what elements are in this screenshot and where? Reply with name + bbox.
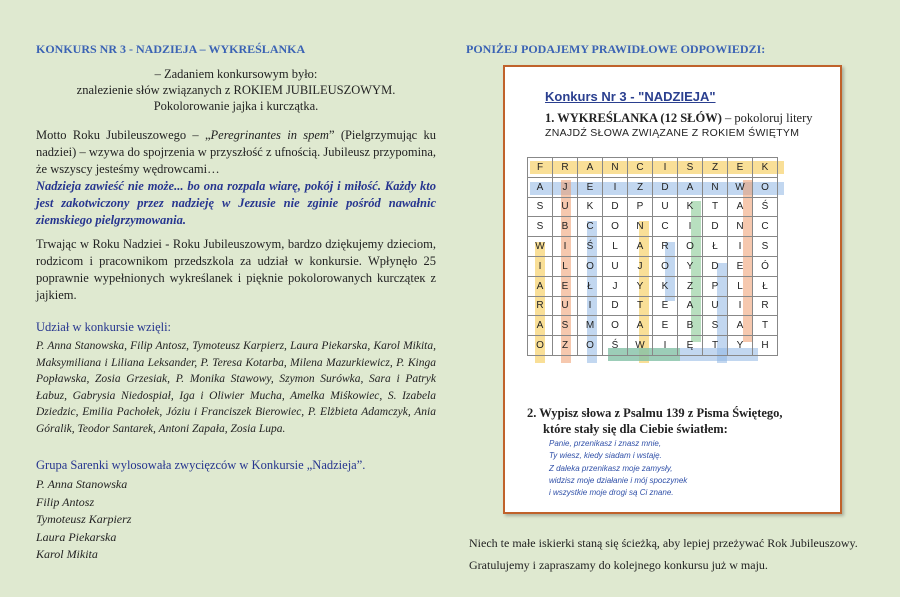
grid-cell: I [678,217,703,237]
grid-row [528,217,778,237]
intro-text [36,66,436,114]
grid-cell: O [578,336,603,356]
grid-cell: F [528,158,553,178]
grid-cell: Ś [603,336,628,356]
grid-cell: Ł [753,276,778,296]
grid-cell: K [753,158,778,178]
grid-cell: D [603,296,628,316]
grid-cell: O [678,237,703,257]
grid-cell: O [528,336,553,356]
grid-cell: K [653,276,678,296]
grid-cell: D [603,197,628,217]
grid-cell: D [703,256,728,276]
grid-cell: U [703,296,728,316]
grid-cell: S [553,316,578,336]
motto-paragraph: Motto Roku Jubileuszowego – „Peregrinantes in spem” (Pielgrzymując ku nadziei) – wzywa do spojrzenia w przyszłość z ufnością. Jubileusz przypomina, że wszyscy jesteśmy wędrowcami… [36,128,436,176]
grid-row [528,316,778,336]
grid-row [528,177,778,197]
grid-cell: W [728,177,753,197]
grid-cell: Ś [753,197,778,217]
grid-cell: U [553,197,578,217]
grid-cell: T [703,197,728,217]
grid-cell: U [653,197,678,217]
grid-cell: O [603,217,628,237]
psalm-text: Panie, przenikasz i znasz mnie, Ty wiesz, kiedy siadam i wstaję. Z daleka przenikasz moje zamysły, widzisz moje działanie i mój spoczynek i wszystkie moje drogi są Ci znane. [549,439,688,498]
grid-cell: J [553,177,578,197]
grid-cell: C [628,158,653,178]
grid-cell: S [753,237,778,257]
grid-cell: Y [678,256,703,276]
grid-cell: H [753,336,778,356]
grid-cell: L [553,256,578,276]
grid-cell: M [578,316,603,336]
grid-cell: I [553,237,578,257]
grid-cell: N [603,158,628,178]
grid-cell: D [653,177,678,197]
grid-cell: D [703,217,728,237]
grid-cell: U [603,256,628,276]
grid-cell: A [678,177,703,197]
grid-cell: E [728,158,753,178]
grid-cell: R [753,296,778,316]
grid-cell: A [628,237,653,257]
grid-cell: O [753,177,778,197]
grid-cell: B [678,316,703,336]
grid-row [528,336,778,356]
grid-cell: Ł [703,237,728,257]
grid-cell: J [628,256,653,276]
grid-cell: E [653,316,678,336]
grid-row [528,256,778,276]
grid-cell: A [728,316,753,336]
grid-cell: E [728,256,753,276]
grid-cell: R [653,237,678,257]
grid-cell: L [603,237,628,257]
word-search-area [527,157,827,387]
grid-cell: S [703,316,728,336]
grid-cell: S [528,217,553,237]
task1-heading: 1. WYKREŚLANKA (12 SŁÓW) – pokoloruj litery [545,111,813,125]
grid-row [528,237,778,257]
grid-cell: L [728,276,753,296]
grid-cell: S [528,197,553,217]
grid-cell: O [603,316,628,336]
thanks-paragraph: Trwając w Roku Nadziei - Roku Jubileuszowym, bardzo dziękujemy dzieciom, rodzicom i pracownikom przedszkola za udział w konkursie. Wpłynęło 25 poprawnie wypełnionych wykreślanek i pięknie pokolorowanych kurcząteк z jajkiem. [36,237,436,302]
grid-cell: N [628,217,653,237]
grid-cell: W [628,336,653,356]
grid-cell: I [578,296,603,316]
grid-cell: Z [553,336,578,356]
grid-cell: I [653,336,678,356]
worksheet-card [503,65,842,514]
grid-cell: A [578,158,603,178]
intro-line: Pokolorowanie jajka i kurczątka. [153,99,319,113]
closing-line-2: Gratulujemy i zapraszamy do kolejnego konkursu już w maju. [469,558,768,572]
grid-cell: K [678,197,703,217]
grid-cell: N [728,217,753,237]
grid-row [528,197,778,217]
grid-cell: P [703,276,728,296]
grid-cell: Ę [678,336,703,356]
intro-line: – Zadaniem konkursowym było: [154,67,318,81]
intro-line: znalezienie słów związanych z ROKIEM JUBILEUSZOWYM. [76,83,396,97]
participants-heading: Udział w konkursie wzięli: [36,320,172,334]
grid-cell: Z [703,158,728,178]
grid-cell: J [603,276,628,296]
winner-item: Filip Antosz [36,494,95,509]
grid-cell: A [528,316,553,336]
grid-cell: I [728,296,753,316]
grid-cell: P [628,197,653,217]
grid-cell: R [528,296,553,316]
grid-cell: B [553,217,578,237]
grid-cell: S [678,158,703,178]
grid-cell: Ś [578,237,603,257]
grid-cell: Y [628,276,653,296]
grid-cell: T [703,336,728,356]
grid-cell: Ł [578,276,603,296]
grid-cell: N [703,177,728,197]
grid-cell: O [653,256,678,276]
winner-item: Tymoteusz Karpierz [36,512,132,527]
task1-subtitle: ZNAJDŹ SŁOWA ZWIĄZANE Z ROKIEM ŚWIĘTYM [545,127,800,139]
grid-cell: I [528,256,553,276]
worksheet-title: Konkurs Nr 3 - "NADZIEJA" [545,89,716,104]
grid-cell: E [578,177,603,197]
grid-cell: I [728,237,753,257]
winners-list [36,476,131,564]
grid-cell: W [528,237,553,257]
participants-list: P. Anna Stanowska, Filip Antosz, Tymoteusz Karpierz, Laura Piekarska, Karol Mikita, Maksymiliana i Liliana Leksander, P. Teresa Kotarba, Milena Mazurkiewicz, P. Kinga Popławska, Zosia Grzesiak, P. Monika Stawowy, Szymon Surówka, Sara i Patryk Łabuz, Gabrysia Niedospiał, Iga i Oliwier Mucha, Amelka Miśkowiec, S. Izabela Dziedzic, Emilia Pachołek, Józiu i Franciszek Bierowiec, P. Elżbieta Adamczyk, Ania Góralik, Teodor Santarek, Antoni Zapała, Zosia Lupa. [36,340,436,435]
grid-cell: I [653,158,678,178]
hope-quote: Nadzieja zawieść nie może... bo ona rozpala wiarę, pokój i miłość. Każdy kto jest zakotwiczony przez nadzieję w Jezusie nie zginie pośród nawałnic ziemskiego pielgrzymowania. [36,179,436,227]
winners-heading: Grupa Sarenki wylosowała zwycięzców w Konkursie „Nadzieja”. [36,458,366,472]
grid-cell: C [578,217,603,237]
task2-heading: 2. Wypisz słowa z Psalmu 139 z Pisma Świętego, które stały się dla Ciebie światłem: [527,406,783,436]
grid-cell: A [528,177,553,197]
word-search-grid [527,157,778,356]
grid-row [528,158,778,178]
grid-cell: T [753,316,778,336]
grid-cell: A [678,296,703,316]
grid-cell: R [553,158,578,178]
grid-cell: Z [628,177,653,197]
answers-title: PONIŻEJ PODAJEMY PRAWIDŁOWE ODPOWIEDZI: [466,42,766,56]
grid-cell: E [553,276,578,296]
winner-item: Laura Piekarska [36,529,117,544]
grid-cell: A [628,316,653,336]
grid-row [528,276,778,296]
grid-cell: A [728,197,753,217]
grid-cell: K [578,197,603,217]
grid-row [528,296,778,316]
grid-cell: I [603,177,628,197]
grid-cell: Y [728,336,753,356]
winner-item: P. Anna Stanowska [36,477,128,491]
grid-cell: U [553,296,578,316]
grid-cell: O [578,256,603,276]
grid-cell: T [628,296,653,316]
contest-title: KONKURS NR 3 - NADZIEJA – WYKREŚLANKA [36,42,306,56]
grid-cell: A [528,276,553,296]
grid-cell: Z [678,276,703,296]
winner-item: Karol Mikita [36,547,98,562]
grid-cell: C [753,217,778,237]
grid-cell: C [653,217,678,237]
grid-cell: Ó [753,256,778,276]
closing-line-1: Niech te małe iskierki staną się ścieżką, aby lepiej przeżywać Rok Jubileuszowy. [469,536,858,550]
grid-cell: E [653,296,678,316]
